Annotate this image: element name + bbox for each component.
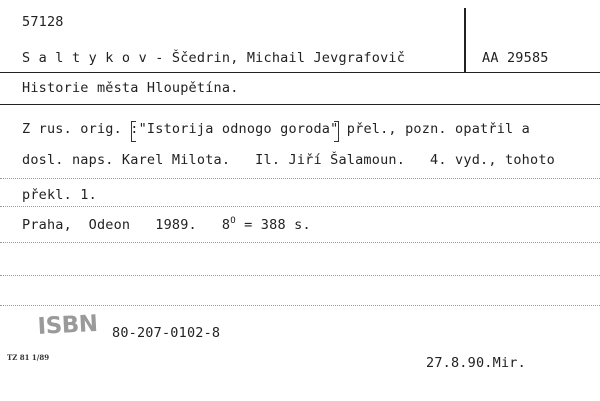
isbn-stamp: ISBN <box>37 310 99 340</box>
original-title: "Istorija odnogo goroda" <box>138 121 339 137</box>
author-heading: S a l t y k o v - Ščedrin, Michail Jevgrafovič <box>22 50 406 66</box>
note-line-3: překl. 1. <box>22 187 97 203</box>
isbn-number: 80-207-0102-8 <box>112 325 221 341</box>
print-code: TZ 81 1/89 <box>7 353 50 362</box>
shelfmark: AA 29585 <box>482 50 549 66</box>
ruled-line <box>0 305 600 306</box>
ruled-line <box>0 242 600 243</box>
ruled-line <box>0 178 600 179</box>
place-publisher-year: Praha, Odeon 1989. <box>22 217 197 233</box>
shelfmark-divider <box>464 8 466 72</box>
ruled-line <box>0 275 600 276</box>
title-rule <box>0 104 600 105</box>
format-sup: O <box>230 216 236 226</box>
note-colon: : <box>130 121 139 137</box>
date-initials: 27.8.90.Mir. <box>426 355 526 371</box>
ruled-line <box>0 206 600 207</box>
note-prefix: Z rus. orig. <box>22 121 131 137</box>
imprint-line <box>22 217 311 233</box>
note-line-2: dosl. naps. Karel Milota. Il. Jiří Šalamoun. 4. vyd., tohoto <box>22 152 555 168</box>
record-number: 57128 <box>22 14 64 30</box>
pagination: = 388 s. <box>235 217 311 233</box>
heading-rule <box>0 72 600 73</box>
format-base: 8 <box>221 217 231 233</box>
title: Historie města Hloupětína. <box>22 80 239 96</box>
note-line-1 <box>22 121 530 137</box>
note-suffix: přel., pozn. opatřil a <box>338 121 531 137</box>
